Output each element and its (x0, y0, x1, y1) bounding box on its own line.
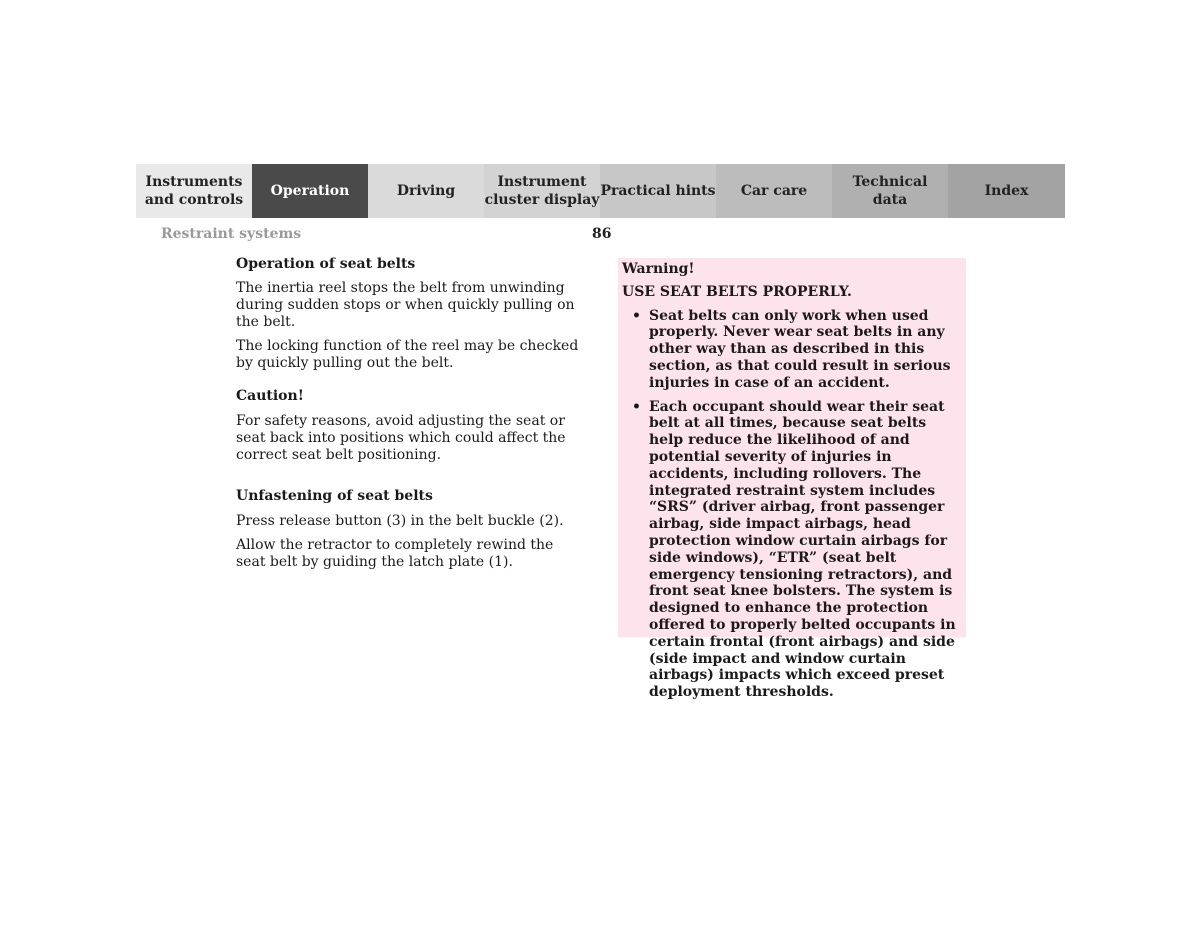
tab-technical-data[interactable]: Technical data (832, 164, 948, 218)
section-title: Restraint systems (161, 226, 302, 242)
tab-car-care[interactable]: Car care (716, 164, 832, 218)
warning-title: Warning! (622, 261, 695, 277)
tab-practical-hints[interactable]: Practical hints (600, 164, 716, 218)
caution-paragraph: For safety reasons, avoid adjusting the seat or seat back into positions which could affect the correct seat belt positioning. (236, 413, 566, 463)
warning-list (622, 308, 958, 701)
tab-instrument-cluster-display[interactable]: Instrument cluster display (484, 164, 600, 218)
tab-operation[interactable]: Operation (252, 164, 368, 218)
operation-paragraph-2: The locking function of the reel may be checked by quickly pulling out the belt. (236, 338, 579, 371)
warning-item-text: Each occupant should wear their seat belt at all times, because seat belts help reduce the likelihood of and potential severity of injuries in accidents, including rollovers. The integrated restraint system includes “SRS” (driver airbag, front passenger airbag, side impact airbags, head protection window curtain airbags for side windows), “ETR” (seat belt emergency tensioning retractors), and front seat knee bolsters. The system is designed to enhance the protection offered to properly belted occupants in certain frontal (front airbags) and side (side impact and window curtain airbags) impacts which exceed preset deployment thresholds. (649, 398, 956, 701)
caution-heading: Caution! (236, 388, 304, 404)
operation-heading: Operation of seat belts (236, 256, 416, 272)
tab-index[interactable]: Index (948, 164, 1065, 218)
operation-paragraph-1: The inertia reel stops the belt from unwinding during sudden stops or when quickly pulling on the belt. (236, 280, 575, 330)
warning-list-item (622, 308, 958, 392)
unfastening-paragraph-2: Allow the retractor to completely rewind the seat belt by guiding the latch plate (1). (236, 537, 554, 570)
warning-list-item (622, 399, 958, 701)
tab-driving[interactable]: Driving (368, 164, 484, 218)
warning-box (618, 258, 966, 701)
left-column (236, 256, 586, 571)
tab-instruments-and-controls[interactable]: Instruments and controls (136, 164, 252, 218)
bullet-icon: • (632, 307, 641, 324)
warning-subtitle: USE SEAT BELTS PROPERLY. (622, 283, 852, 300)
chapter-tabs (136, 164, 1065, 218)
unfastening-heading: Unfastening of seat belts (236, 488, 433, 504)
warning-item-text: Seat belts can only work when used properly. Never wear seat belts in any other way than as described in this section, as that could result in serious injuries in case of an accident. (649, 307, 951, 391)
bullet-icon: • (632, 398, 641, 415)
unfastening-paragraph-1: Press release button (3) in the belt buckle (2). (236, 513, 564, 529)
page-number: 86 (592, 226, 612, 242)
